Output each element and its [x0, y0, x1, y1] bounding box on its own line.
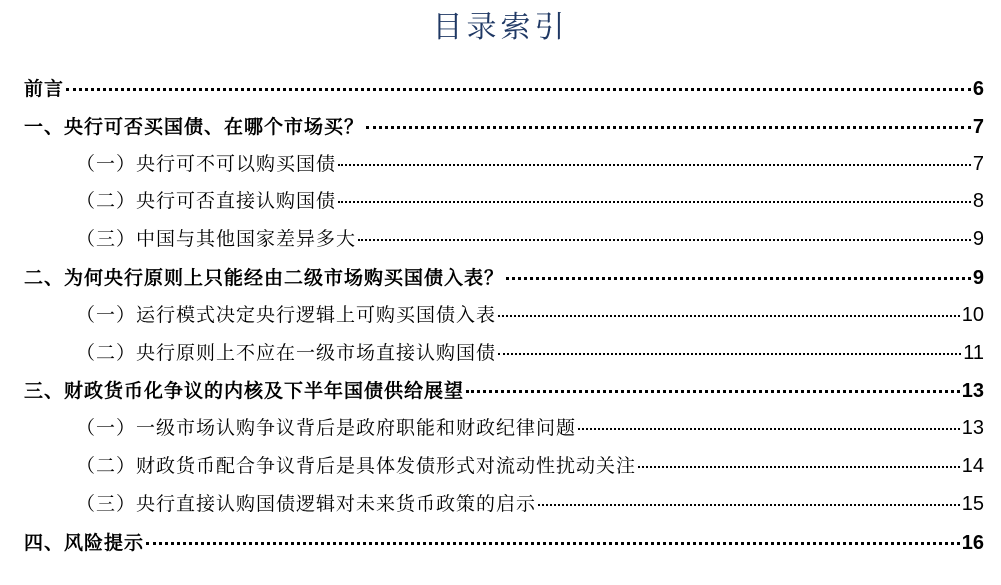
- toc-entry-page: 7: [972, 115, 984, 138]
- toc-entry-label: （二）财政货币配合争议背后是具体发债形式对流动性扰动关注: [76, 454, 637, 477]
- dot-leader: [578, 408, 960, 430]
- toc-entry-section-1-1[interactable]: [24, 148, 984, 186]
- page-title: 目录索引: [432, 10, 569, 45]
- toc-entry-page: 8: [972, 190, 984, 213]
- toc-entry-section-2-1[interactable]: [24, 299, 984, 337]
- dot-leader: [538, 484, 960, 506]
- toc-entry-page: 9: [972, 266, 984, 289]
- toc-entry-section-3-1[interactable]: [24, 412, 984, 450]
- dot-leader: [366, 106, 971, 129]
- dot-leader: [338, 144, 971, 166]
- dot-leader: [638, 446, 960, 468]
- toc-entry-section-1[interactable]: [24, 110, 984, 148]
- toc-entry-page: 15: [961, 492, 984, 515]
- dot-leader: [498, 295, 960, 317]
- toc-entry-label: 一、央行可否买国债、在哪个市场买？: [24, 115, 365, 138]
- toc-entry-section-2[interactable]: [24, 261, 984, 299]
- toc-entry-label: （三）中国与其他国家差异多大: [76, 228, 357, 251]
- dot-leader: [66, 68, 971, 91]
- toc-entry-page: 14: [961, 454, 984, 477]
- toc-entry-page: 13: [961, 380, 984, 403]
- dot-leader: [466, 370, 960, 393]
- toc-entry-page: 9: [972, 228, 984, 251]
- toc-entry-label: （一）一级市场认购争议背后是政府职能和财政纪律问题: [76, 417, 577, 440]
- toc-entry-label: 三、财政货币化争议的内核及下半年国债供给展望: [24, 380, 465, 403]
- toc-entry-page: 13: [961, 417, 984, 440]
- toc-entry-label: （一）央行可不可以购买国债: [76, 152, 337, 175]
- toc-entry-page: 11: [963, 341, 984, 364]
- toc-entry-page: 16: [961, 531, 984, 554]
- dot-leader: [506, 257, 971, 280]
- toc-entry-preface[interactable]: [24, 72, 984, 110]
- dot-leader: [146, 522, 960, 545]
- toc-entry-section-4[interactable]: [24, 526, 984, 564]
- toc-entry-section-1-2[interactable]: [24, 185, 984, 223]
- dot-leader: [338, 181, 971, 203]
- toc-entry-label: （一）运行模式决定央行逻辑上可购买国债入表: [76, 303, 497, 326]
- toc-entry-label: （二）央行原则上不应在一级市场直接认购国债: [76, 341, 497, 364]
- dot-leader: [358, 219, 971, 241]
- toc-entry-section-1-3[interactable]: [24, 223, 984, 261]
- toc-entry-label: 四、风险提示: [24, 531, 145, 554]
- toc-entry-section-3-3[interactable]: [24, 488, 984, 526]
- toc-entry-page: 10: [961, 303, 984, 326]
- table-of-contents: [24, 72, 984, 563]
- toc-entry-label: 二、为何央行原则上只能经由二级市场购买国债入表？: [24, 266, 505, 289]
- toc-entry-page: 7: [972, 152, 984, 175]
- toc-entry-label: （三）央行直接认购国债逻辑对未来货币政策的启示: [76, 492, 537, 515]
- toc-entry-section-3-2[interactable]: [24, 450, 984, 488]
- toc-entry-label: （二）央行可否直接认购国债: [76, 190, 337, 213]
- toc-entry-section-3[interactable]: [24, 374, 984, 412]
- dot-leader: [498, 333, 961, 355]
- toc-entry-label: 前言: [24, 78, 65, 100]
- toc-entry-page: 6: [972, 78, 984, 100]
- toc-entry-section-2-2[interactable]: [24, 337, 984, 375]
